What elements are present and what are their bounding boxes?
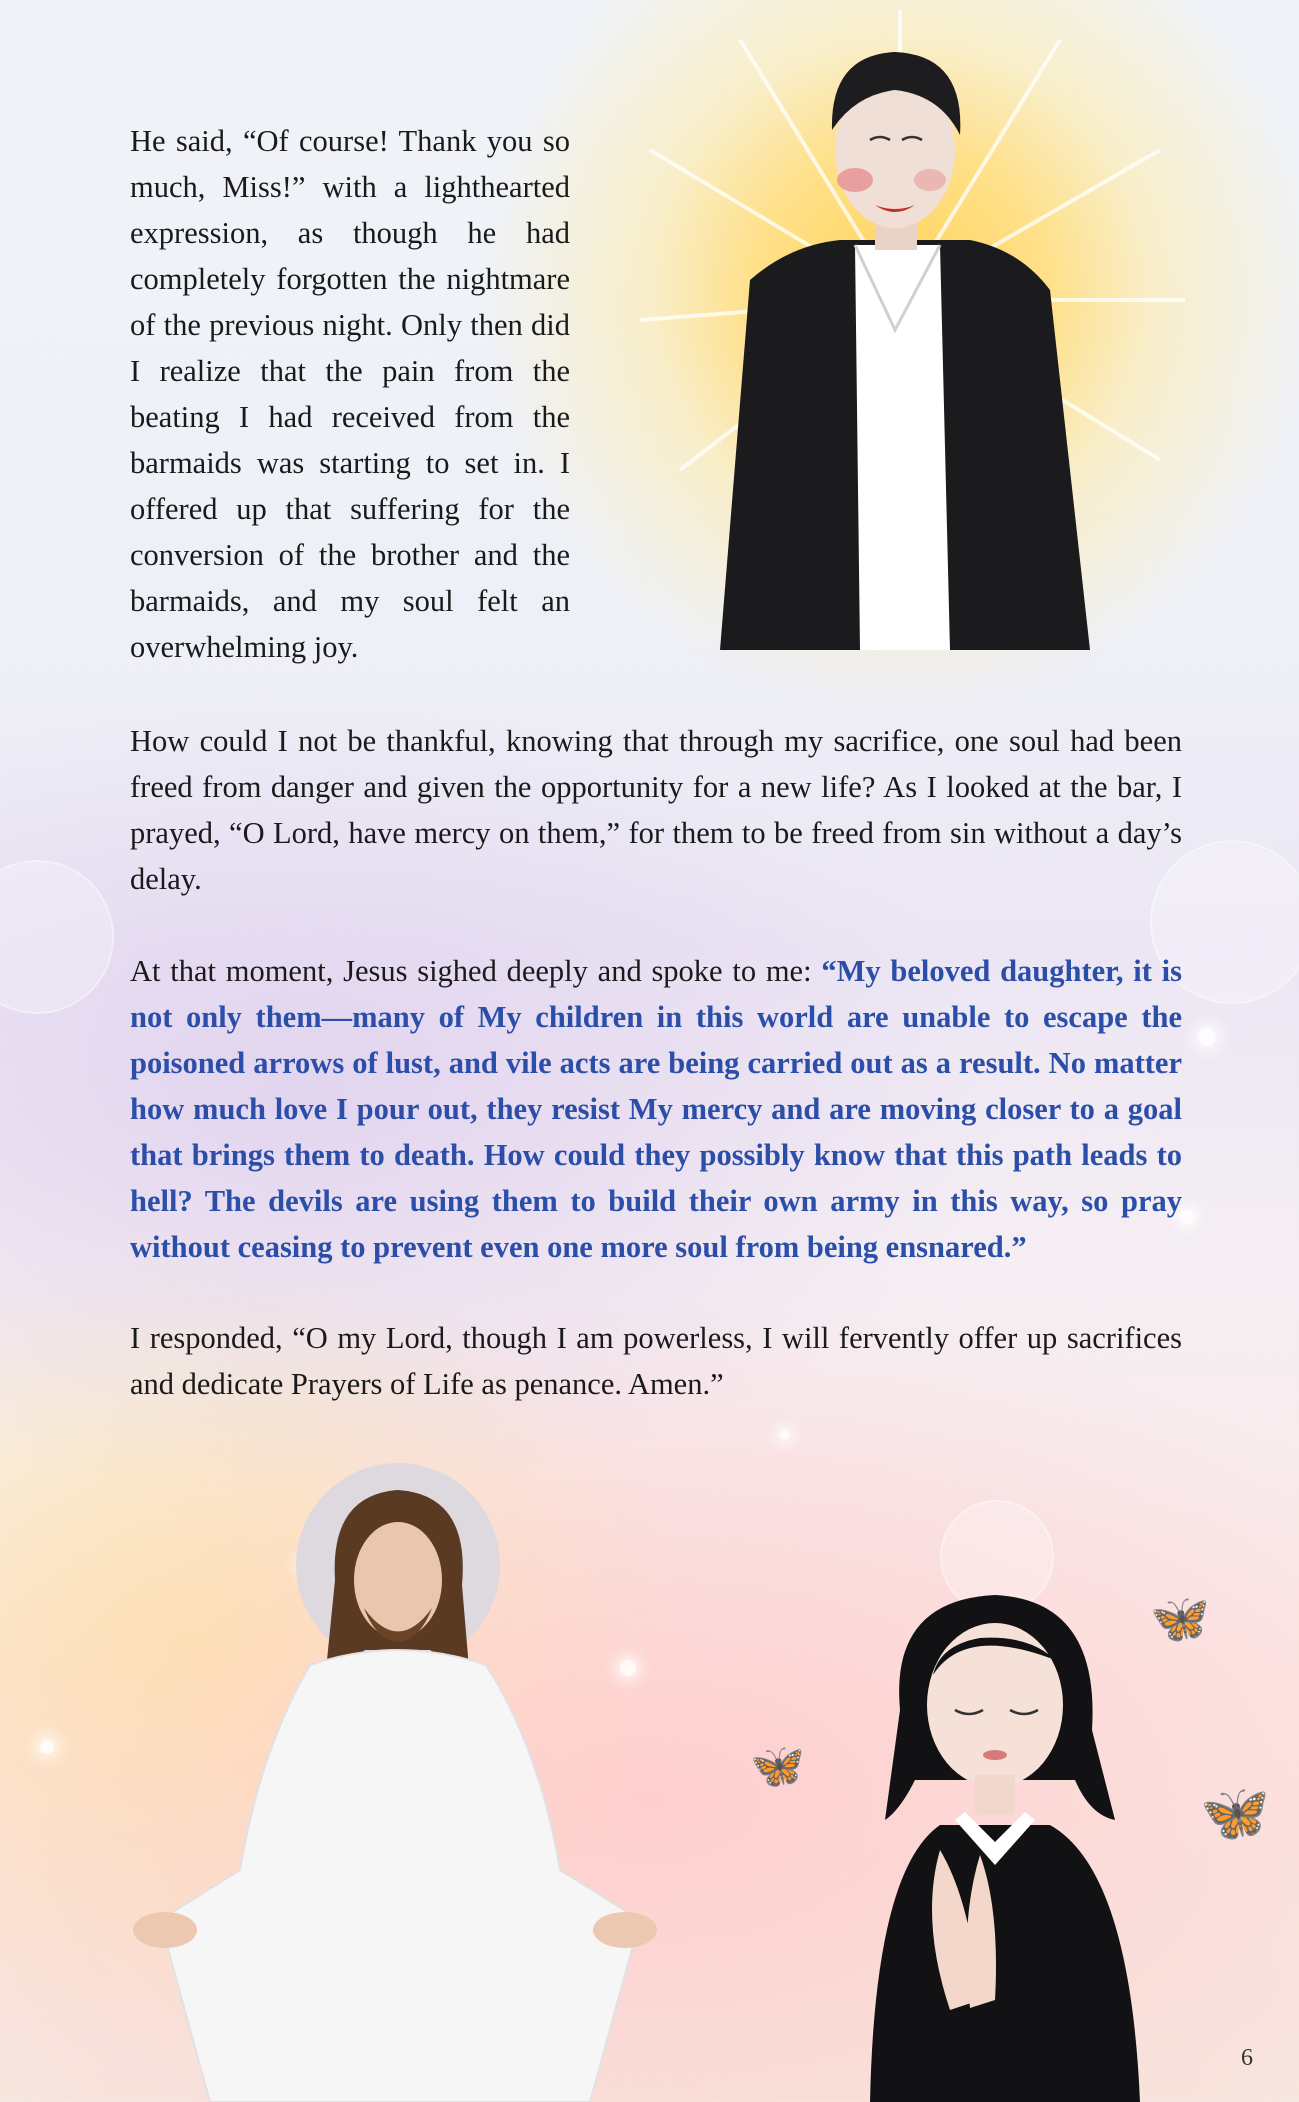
- page-number: 6: [1241, 2045, 1253, 2071]
- paragraph-response: I responded, “O my Lord, though I am powerless, I will fervently offer up sacrifices and dedicate Prayers of Life as penance. Amen.”: [130, 1321, 1182, 1401]
- sparkle: [1198, 1028, 1216, 1046]
- jesus-illustration: [120, 1450, 680, 2102]
- white-shirt: [855, 245, 950, 650]
- jesus-face: [354, 1522, 442, 1638]
- butterfly-icon: 🦋: [750, 1742, 805, 1791]
- paragraph-jesus-speaks: [130, 948, 1182, 1270]
- man-in-jacket-illustration: [640, 0, 1200, 700]
- paragraph-thankful: How could I not be thankful, knowing that through my sacrifice, one soul had been freed from danger and given the opportunity for a new life? As I looked at the bar, I prayed, “O Lord, have mercy on them,” for them to be freed from sin without a day’s delay.: [130, 724, 1182, 896]
- sparkle: [40, 1740, 54, 1754]
- jesus-quote: “My beloved daughter, it is not only them—many of My children in this world are unable to escape the poisoned arrows of lust, and vile acts are being carried out as a result. No matter how much love I pour out, they resist My mercy and are moving closer to a goal that brings them to death. How could they possibly know that this path leads to hell? The devils are using them to build their own army in this way, so pray without ceasing to prevent even one more soul from being ensnared.”: [130, 954, 1182, 1264]
- sparkle: [780, 1430, 790, 1440]
- sparkle: [1180, 1210, 1194, 1224]
- paragraph-intro-text: At that moment, Jesus sighed deeply and spoke to me:: [130, 954, 822, 988]
- bokeh-light: [0, 860, 114, 1014]
- paragraph-he-said: He said, “Of course! Thank you so much, Miss!” with a lighthearted expression, as though he had completely forgotten the nightmare of the previous night. Only then did I realize that the pain from the beating I had received from the barmaids was starting to set in. I offered up that suffering for the conversion of the brother and the barmaids, and my soul felt an overwhelming joy.: [130, 124, 570, 664]
- woman-face: [927, 1623, 1063, 1787]
- butterfly-icon: 🦋: [1150, 1593, 1210, 1646]
- white-robe: [160, 1650, 640, 2102]
- right-hand: [593, 1912, 657, 1948]
- left-hand: [133, 1912, 197, 1948]
- butterfly-icon: 🦋: [1200, 1783, 1270, 1845]
- black-dress: [870, 1825, 1140, 2102]
- praying-woman-illustration: [830, 1580, 1170, 2102]
